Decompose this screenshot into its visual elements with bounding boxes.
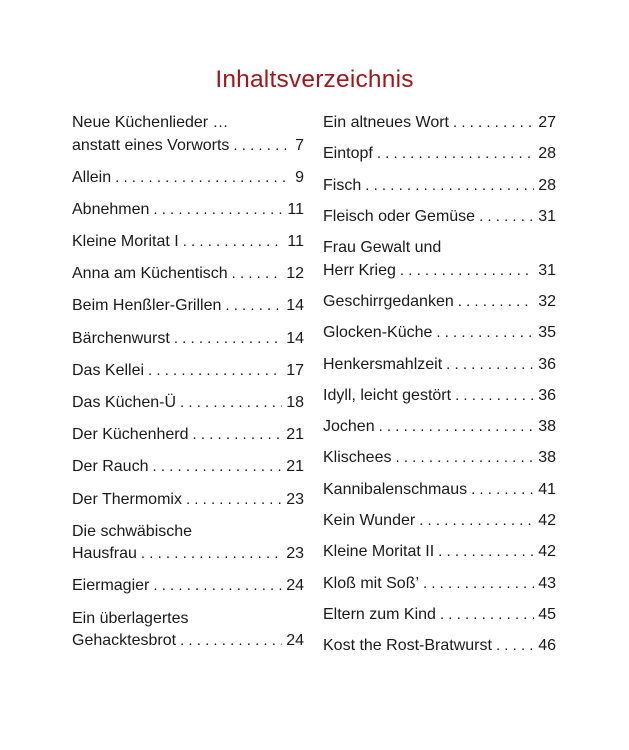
leader-dots <box>365 175 534 198</box>
leader-dots <box>496 635 534 658</box>
toc-entry[interactable] <box>323 385 556 408</box>
toc-entry[interactable] <box>72 575 304 598</box>
toc-entry[interactable] <box>72 392 304 415</box>
leader-dots <box>419 510 534 533</box>
toc-entry[interactable] <box>72 295 304 318</box>
toc-entry[interactable] <box>72 328 304 351</box>
toc-entry-title: Kleine Moritat I <box>72 233 179 251</box>
toc-entry-page-number: 38 <box>538 418 556 436</box>
toc-entry-title: Kein Wunder <box>323 512 416 530</box>
leader-dots <box>438 541 534 564</box>
toc-entry-title: Der Küchenherd <box>72 426 189 444</box>
toc-entry-page-number: 43 <box>538 574 556 592</box>
toc-entry-page-number: 17 <box>286 361 304 379</box>
toc-entry[interactable] <box>72 608 304 653</box>
toc-entry-title: Gehacktesbrot <box>72 632 177 650</box>
toc-entry-page-number: 35 <box>538 324 556 342</box>
toc-entry-title: Fisch <box>323 176 362 194</box>
leader-dots <box>436 322 534 345</box>
toc-entry-title: Der Thermomix <box>72 490 182 508</box>
toc-entry-page-number: 23 <box>286 490 304 508</box>
toc-entry-title: Abnehmen <box>72 200 150 218</box>
leader-dots <box>180 392 282 415</box>
toc-entry-page-number: 31 <box>538 207 556 225</box>
page-title: Inhaltsverzeichnis <box>215 66 414 93</box>
leader-dots <box>233 135 291 158</box>
toc-entry-title: Hausfrau <box>72 545 137 563</box>
leader-dots <box>152 456 282 479</box>
toc-left-column <box>72 112 304 662</box>
toc-entry[interactable] <box>323 143 556 166</box>
toc-entry-page-number: 11 <box>287 233 304 251</box>
leader-dots <box>377 143 534 166</box>
toc-entry-title: Jochen <box>323 418 375 436</box>
toc-entry[interactable] <box>323 510 556 533</box>
toc-entry-title: Anna am Küchentisch <box>72 265 228 283</box>
toc-entry[interactable] <box>323 112 556 135</box>
toc-entry-page-number: 36 <box>538 386 556 404</box>
toc-entry[interactable] <box>72 424 304 447</box>
toc-entry-title: Bärchenwurst <box>72 329 170 347</box>
leader-dots <box>153 575 282 598</box>
leader-dots <box>379 416 535 439</box>
toc-entry-page-number: 36 <box>538 355 556 373</box>
toc-entry-title: Fleisch oder Gemüse <box>323 207 476 225</box>
toc-entry-title: Herr Krieg <box>323 261 396 279</box>
leader-dots <box>115 167 291 190</box>
toc-entry-title: Beim Henßler-Grillen <box>72 297 222 315</box>
leader-dots <box>458 291 534 314</box>
toc-entry-page-number: 46 <box>538 637 556 655</box>
toc-entry-page-number: 42 <box>538 543 556 561</box>
toc-entry-page-number: 38 <box>538 449 556 467</box>
toc-entry-title: Das Kellei <box>72 361 145 379</box>
toc-entry-title: Glocken-Küche <box>323 324 433 342</box>
toc-entry-page-number: 27 <box>538 114 556 131</box>
toc-entry-page-number: 28 <box>538 145 556 163</box>
leader-dots <box>153 199 283 222</box>
leader-dots <box>186 489 282 512</box>
leader-dots <box>225 295 282 318</box>
toc-entry[interactable] <box>323 573 556 596</box>
toc-entry-title: Eltern zum Kind <box>323 605 436 623</box>
toc-entry[interactable] <box>72 456 304 479</box>
toc-entry-page-number: 23 <box>286 545 304 563</box>
toc-entry-title: Kloß mit Soß’ <box>323 574 420 592</box>
toc-entry-page-number: 14 <box>286 329 304 347</box>
leader-dots <box>174 328 282 351</box>
leader-dots <box>180 630 282 653</box>
toc-entry-page-number: 7 <box>295 136 304 154</box>
toc-entry[interactable] <box>72 263 304 286</box>
toc-entry-page-number: 31 <box>538 261 556 279</box>
toc-entry-page-number: 11 <box>287 200 304 218</box>
toc-entry[interactable] <box>323 479 556 502</box>
toc-entry[interactable] <box>72 489 304 512</box>
toc-entry-page-number: 21 <box>286 426 304 444</box>
leader-dots <box>395 447 534 470</box>
toc-entry-title: Idyll, leicht gestört <box>323 386 452 404</box>
toc-entry-title: Geschirrgedanken <box>323 292 454 310</box>
toc-entry-title: Kannibalenschmaus <box>323 480 468 498</box>
toc-right-column <box>323 112 556 667</box>
leader-dots <box>471 479 534 502</box>
toc-entry[interactable] <box>323 322 556 345</box>
toc-entry[interactable] <box>72 360 304 383</box>
toc-entry-page-number: 18 <box>286 394 304 411</box>
leader-dots <box>232 263 283 286</box>
toc-entry[interactable] <box>72 199 304 222</box>
toc-entry-title: Henkersmahlzeit <box>323 355 443 373</box>
toc-entry[interactable] <box>72 167 304 190</box>
toc-entry-title: Der Rauch <box>72 458 149 476</box>
toc-entry-page-number: 41 <box>538 480 556 498</box>
toc-entry-title: Allein <box>72 168 112 186</box>
toc-entry-page-number: 45 <box>538 605 556 623</box>
toc-entry-page-number: 9 <box>295 168 304 186</box>
toc-entry-title: Klischees <box>323 449 392 467</box>
leader-dots <box>479 206 534 229</box>
leader-dots <box>446 354 534 377</box>
toc-entry-title: Eintopf <box>323 145 373 163</box>
toc-entry-title: Das Küchen-Ü <box>72 394 177 411</box>
toc-entry[interactable] <box>323 541 556 564</box>
toc-entry-title-line: Die schwäbische <box>72 522 193 540</box>
toc-entry-title-line: Frau Gewalt und <box>323 239 442 257</box>
toc-entry[interactable] <box>72 521 304 566</box>
leader-dots <box>453 112 534 135</box>
leader-dots <box>148 360 282 383</box>
leader-dots <box>455 385 534 408</box>
toc-entry-page-number: 24 <box>286 577 304 595</box>
leader-dots <box>400 260 534 283</box>
toc-entry-title-line: Neue Küchenlieder … <box>72 114 229 131</box>
toc-entry-title: anstatt eines Vorworts <box>72 136 230 154</box>
toc-entry-title: Kost the Rost-Bratwurst <box>323 637 492 655</box>
toc-entry-page-number: 21 <box>286 458 304 476</box>
leader-dots <box>193 424 283 447</box>
toc-entry-page-number: 28 <box>538 176 556 194</box>
toc-entry[interactable] <box>323 635 556 658</box>
leader-dots <box>141 543 282 566</box>
toc-entry[interactable] <box>323 604 556 627</box>
toc-entry-title: Eiermagier <box>72 577 150 595</box>
leader-dots <box>440 604 534 627</box>
toc-entry[interactable] <box>323 175 556 198</box>
leader-dots <box>423 573 534 596</box>
toc-entry-page-number: 32 <box>538 292 556 310</box>
toc-entry[interactable] <box>72 231 304 254</box>
toc-entry-page-number: 14 <box>286 297 304 315</box>
toc-entry-title-line: Ein überlagertes <box>72 609 189 627</box>
toc-entry-page-number: 42 <box>538 512 556 530</box>
toc-entry-page-number: 12 <box>286 265 304 283</box>
toc-entry[interactable] <box>323 354 556 377</box>
toc-entry[interactable] <box>323 291 556 314</box>
toc-entry-title: Kleine Moritat II <box>323 543 435 561</box>
toc-entry[interactable] <box>72 112 304 157</box>
toc-entry-page-number: 24 <box>286 632 304 650</box>
toc-entry[interactable] <box>323 416 556 439</box>
leader-dots <box>183 231 284 254</box>
toc-entry[interactable] <box>323 237 556 282</box>
toc-entry[interactable] <box>323 206 556 229</box>
toc-entry[interactable] <box>323 447 556 470</box>
toc-entry-title: Ein altneues Wort <box>323 114 449 131</box>
